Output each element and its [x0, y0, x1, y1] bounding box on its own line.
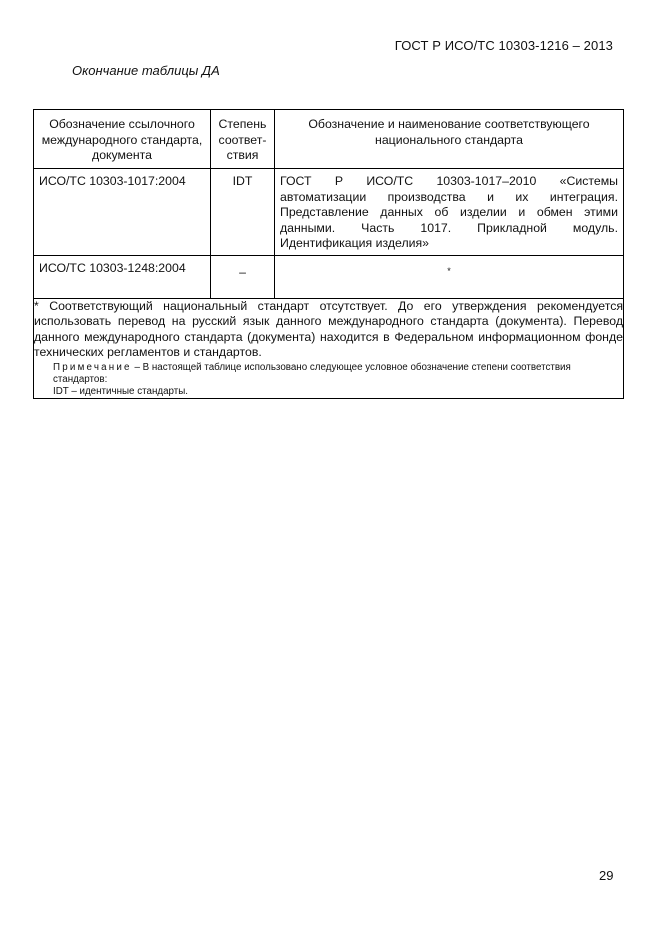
table-note [34, 362, 623, 386]
table-row [34, 169, 624, 256]
cell-national [275, 255, 624, 298]
column-header-degree: Степень соответ-ствия [211, 110, 275, 169]
column-header-national: Обозначение и наименование соответствующего национального стандарта [275, 110, 624, 169]
note-label: Примечание [53, 361, 132, 373]
cell-reference: ИСО/ТС 10303-1248:2004 [34, 255, 211, 298]
cell-reference: ИСО/ТС 10303-1017:2004 [34, 169, 211, 256]
footnote-cell [34, 298, 624, 398]
footnote-text: * Соответствующий национальный стандарт отсутствует. До его утверждения рекомендуется использовать перевод на русский язык данного международного стандарта (документа). Перевод данного международного стандарта (документа) находится в Федеральном информационном фонде технических регламентов и стандартов. [34, 298, 623, 359]
table-caption: Окончание таблицы ДА [72, 63, 220, 78]
cell-degree: IDT [211, 169, 275, 256]
cell-degree: – [211, 255, 275, 298]
footnote-row [34, 298, 624, 398]
table-row [34, 255, 624, 298]
correspondence-table [33, 109, 624, 399]
document-standard-code: ГОСТ Р ИСО/ТС 10303-1216 – 2013 [394, 38, 613, 53]
cell-national: ГОСТ Р ИСО/ТС 10303-1017–2010 «Системы автоматизации производства и их интеграция. Представление данных об изделии и обмен этими данными. Часть 1017. Прикладной модуль. Идентификация изделия» [275, 169, 624, 256]
note-text: – В настоящей таблице использовано следующее условное обозначение степени соответствия стандартов: [53, 361, 571, 385]
page-number: 29 [599, 868, 614, 883]
footnote-marker: * [447, 265, 451, 276]
table-header-row [34, 110, 624, 169]
column-header-reference: Обозначение ссылочного международного стандарта, документа [34, 110, 211, 169]
note-item: IDT – идентичные стандарты. [53, 385, 189, 397]
